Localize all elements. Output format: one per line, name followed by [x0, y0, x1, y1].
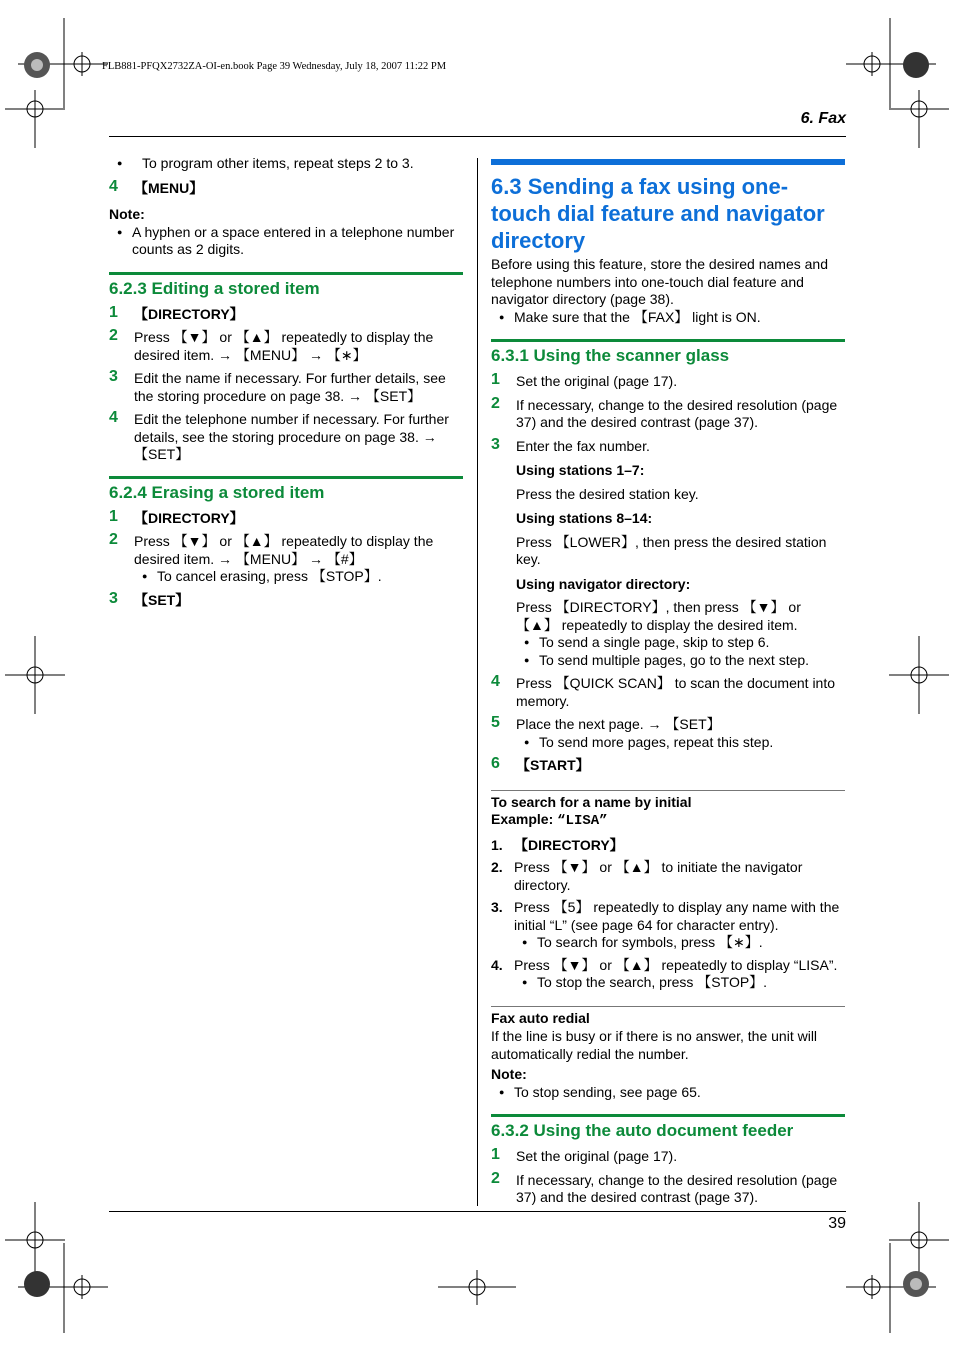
step-5-note: ● To send more pages, repeat this step. — [516, 734, 845, 752]
erase-section-title: 6.2.4 Erasing a stored item — [109, 482, 325, 502]
search-steps — [491, 837, 845, 992]
erase-step-2: 2 Press 【▼】 or 【▲】 repeatedly to display the desired item. → 【MENU】 → 【#】 — [109, 531, 434, 567]
title-bar — [491, 159, 845, 165]
scanner-step-2: 2 If necessary, change to the desired resolution (page 37) and the desired contrast (page 37). — [491, 394, 838, 430]
page-number: 39 — [828, 1215, 846, 1232]
column-divider — [477, 158, 478, 1206]
chapter-title: 6. Fax — [800, 110, 846, 127]
stations-8-14-text: Press 【LOWER】, then press the desired station key. — [516, 533, 827, 567]
adf-step-1: 1 Set the original (page 17). — [491, 1146, 678, 1164]
intro-bullet: ● Make sure that the 【FAX】 light is ON. — [491, 309, 845, 327]
stations-1-7-text: Press the desired station key. — [516, 485, 699, 502]
print-info: FLB881-PFQX2732ZA-OI-en.book Page 39 Wednesday, July 18, 2007 11:22 PM — [102, 61, 447, 72]
section-rule — [491, 339, 845, 342]
navigator-bullet-2: ● To send multiple pages, go to the next step. — [516, 652, 845, 670]
edit-step-4: 4 Edit the telephone number if necessary. For further details, see the storing procedure on page 38. → 【SET】 — [109, 409, 449, 462]
search-step-4-note: ● To stop the search, press 【STOP】. — [514, 974, 845, 992]
erase-steps — [109, 507, 463, 610]
section-rule — [491, 1114, 845, 1117]
scanner-section-title: 6.3.1 Using the scanner glass — [491, 346, 730, 365]
search-step-1: 1. 【DIRECTORY】 — [491, 836, 624, 853]
divider — [491, 790, 845, 791]
edit-step-1: 1 【DIRECTORY】 — [109, 303, 244, 322]
main-section-title: 6.3 Sending a fax using one-touch dial feature and navigator directory — [491, 174, 825, 253]
scanner-step-5: 5 Place the next page. → 【SET】 — [491, 714, 721, 732]
adf-step-2: 2 If necessary, change to the desired resolution (page 37) and the desired contrast (page 37). — [491, 1169, 838, 1205]
adf-steps — [491, 1148, 845, 1207]
erase-cancel-note: ● To cancel erasing, press 【STOP】. — [134, 568, 463, 586]
navigator-label: Using navigator directory: — [516, 575, 691, 592]
intro-text: Before using this feature, store the desired names and telephone numbers into one-touch dial feature and navigator directory (page 38). — [491, 256, 828, 307]
navigator-bullet-1: ● To send a single page, skip to step 6. — [516, 634, 845, 652]
list-item: ● To program other items, repeat steps 2 to 3. — [109, 155, 463, 173]
edit-section-title: 6.2.3 Editing a stored item — [109, 278, 320, 298]
redial-label: Fax auto redial — [491, 1009, 590, 1026]
section-rule — [109, 272, 463, 275]
search-step-4: 4. Press 【▼】 or 【▲】 repeatedly to display “LISA”. — [491, 956, 838, 973]
redial-note: ● To stop sending, see page 65. — [491, 1084, 845, 1102]
search-step-3: 3. Press 【5】 repeatedly to display any name with the initial “L” (see page 64 for character entry). — [491, 899, 840, 933]
edit-steps — [109, 303, 463, 464]
stations-1-7-label: Using stations 1–7: — [516, 462, 645, 478]
header-rule — [109, 136, 846, 137]
right-column — [491, 159, 845, 1207]
redial-note-label: Note: — [491, 1066, 527, 1082]
edit-step-2: 2 Press 【▼】 or 【▲】 repeatedly to display the desired item. → 【MENU】 → 【∗】 — [109, 327, 434, 363]
example-line: Example: “LISA” — [491, 811, 608, 829]
search-step-3-note: ● To search for symbols, press 【∗】. — [514, 934, 845, 952]
search-label: To search for a name by initial — [491, 793, 692, 810]
note-item: ● A hyphen or a space entered in a telephone number counts as 2 digits. — [109, 224, 463, 259]
step-4: 4 【MENU】 — [109, 177, 204, 196]
footer-rule — [109, 1211, 846, 1212]
scanner-step-1: 1 Set the original (page 17). — [491, 371, 678, 389]
section-rule — [109, 476, 463, 479]
adf-section-title: 6.3.2 Using the auto document feeder — [491, 1121, 794, 1140]
redial-text: If the line is busy or if there is no answer, the unit will automatically redial the number. — [491, 1028, 818, 1062]
left-column — [109, 155, 463, 609]
scanner-steps — [491, 373, 845, 775]
divider — [491, 1006, 845, 1007]
navigator-text: Press 【DIRECTORY】, then press 【▼】 or 【▲】 repeatedly to display the desired item. — [516, 599, 801, 633]
scanner-step-6: 6 【START】 — [491, 755, 590, 773]
erase-step-3: 3 【SET】 — [109, 589, 190, 608]
scanner-step-3: 3 Enter the fax number. — [491, 435, 650, 454]
erase-step-1: 1 【DIRECTORY】 — [109, 507, 244, 526]
scanner-step-4: 4 Press 【QUICK SCAN】 to scan the document into memory. — [491, 673, 836, 709]
search-step-2: 2. Press 【▼】 or 【▲】 to initiate the navigator directory. — [491, 859, 803, 893]
note-label: Note: — [109, 206, 145, 222]
stations-8-14-label: Using stations 8–14: — [516, 510, 653, 526]
edit-step-3: 3 Edit the name if necessary. For further details, see the storing procedure on page 38. → 【SET】 — [109, 368, 446, 404]
